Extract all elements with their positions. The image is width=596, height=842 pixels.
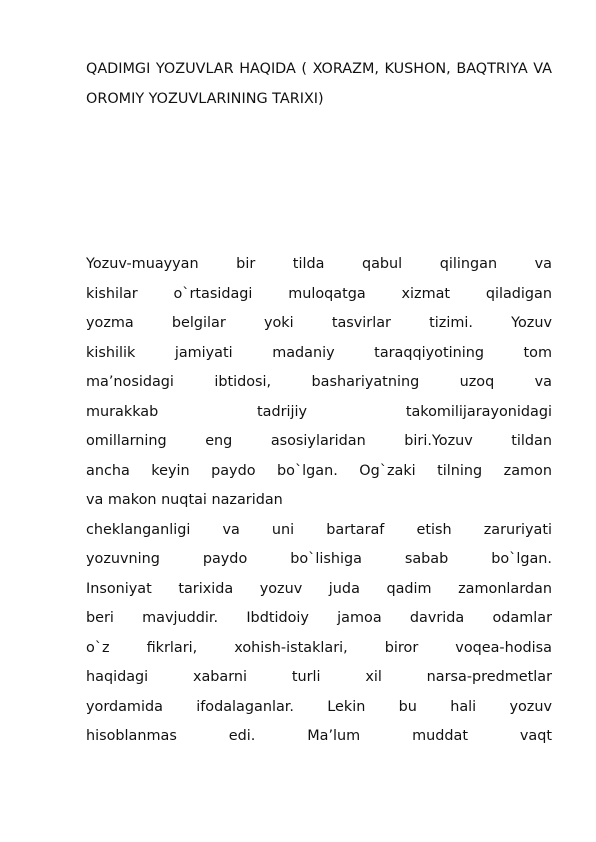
text-line: kishilar o`rtasidagi muloqatga xizmat qiladigan [86,285,552,302]
text-line: murakkab tadrijiy takomilijarayonidagi [86,403,552,420]
text-line: yordamida ifodalaganlar. Lekin bu hali yozuv [86,698,552,715]
text-line: yozma belgilar yoki tasvirlar tizimi. Yozuv [86,315,552,331]
text-line: o`z fikrlari, xohish-istaklari, biror voqea-hodisa [86,639,552,656]
text-line: beri mavjuddir. Ibdtidoiy jamoa davrida odamlar [86,610,552,626]
text-line: ma’nosidagi ibtidosi, bashariyatning uzoq va [86,374,552,390]
text-line: haqidagi xabarni turli xil narsa-predmetlar [86,669,552,685]
text-line: Insoniyat tarixida yozuv juda qadim zamonlardan [86,580,552,597]
text-line: hisoblanmas edi. Ma’lum muddat vaqt [86,728,552,744]
text-line: omillarning eng asosiylaridan biri.Yozuv tildan [86,433,552,449]
text-line: Yozuv-muayyan bir tilda qabul qilingan va [86,256,552,272]
text-line: kishilik jamiyati madaniy taraqqiyotining tom [86,344,552,361]
document-title: QADIMGI YOZUVLAR HAQIDA ( XORAZM, KUSHON, BAQTRIYA VA OROMIY YOZUVLARINING TARIXI) [86,61,552,107]
text-line: yozuvning paydo bo`lishiga sabab bo`lgan. [86,551,552,567]
text-line: va makon nuqtai nazaridan [86,492,283,508]
body-paragraph [86,250,552,752]
text-line: cheklanganligi va uni bartaraf etish zaruriyati [86,521,552,538]
text-line: ancha keyin paydo bo`lgan. Og`zaki tilning zamon [86,462,552,479]
